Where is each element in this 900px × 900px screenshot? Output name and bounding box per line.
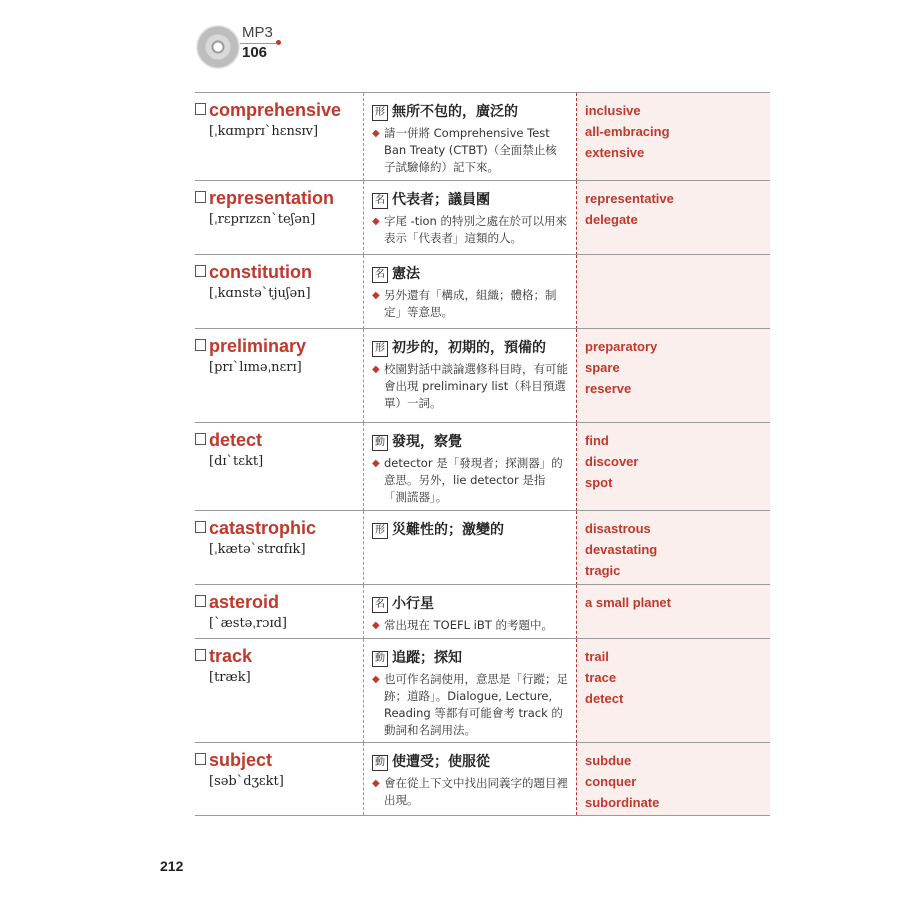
vocab-word: preliminary: [209, 336, 307, 356]
vocab-word: track: [209, 646, 253, 666]
meaning-line: [372, 337, 546, 357]
synonym-list: [585, 430, 638, 493]
column-divider: [576, 423, 577, 511]
synonym: devastating: [585, 542, 658, 557]
usage-note: ◆ 常出現在 TOEFL iBT 的考題中。: [372, 617, 568, 634]
column-divider: [363, 181, 364, 255]
synonym: spare: [585, 360, 620, 375]
checkbox[interactable]: [195, 595, 206, 607]
synonym: subdue: [585, 753, 632, 768]
phonetic: [səb`dʒɛkt]: [209, 774, 284, 789]
synonym: detect: [585, 691, 624, 706]
meaning-line: [372, 647, 462, 667]
synonym: reserve: [585, 381, 632, 396]
synonym-list: [585, 100, 670, 163]
column-divider: [576, 639, 577, 743]
phonetic: [ˌrɛprɪzɛn`teʃən]: [209, 212, 316, 227]
vocab-word: asteroid: [209, 592, 280, 612]
phonetic: [`æstəˌrɔɪd]: [209, 616, 287, 631]
vocab-word: subject: [209, 750, 273, 770]
meaning-line: [372, 189, 490, 209]
synonym-list: [585, 646, 623, 709]
vocab-row: [195, 254, 770, 329]
mp3-badge: [196, 22, 316, 72]
part-of-speech-tag: 名: [372, 267, 388, 283]
checkbox[interactable]: [195, 433, 206, 445]
word-heading: [195, 188, 334, 209]
part-of-speech-tag: 名: [372, 597, 388, 613]
synonym-list: [585, 188, 674, 230]
synonym: extensive: [585, 145, 645, 160]
word-heading: [195, 336, 306, 357]
phonetic: [prɪ`lɪməˌnɛrɪ]: [209, 360, 302, 375]
vocab-row: [195, 328, 770, 423]
checkbox[interactable]: [195, 191, 206, 203]
word-heading: [195, 100, 341, 121]
column-divider: [363, 423, 364, 511]
vocab-word: catastrophic: [209, 518, 317, 538]
meaning: 小行星: [392, 596, 434, 612]
vocab-row: [195, 638, 770, 743]
column-divider: [576, 255, 577, 329]
part-of-speech-tag: 形: [372, 341, 388, 357]
meaning-line: [372, 751, 490, 771]
part-of-speech-tag: 形: [372, 105, 388, 121]
usage-note: ◆ 會在從上下文中找出同義字的題目裡出現。: [372, 775, 568, 809]
vocab-word: comprehensive: [209, 100, 342, 120]
column-divider: [363, 329, 364, 423]
synonym-list: [585, 518, 657, 581]
vocab-row: [195, 584, 770, 639]
mp3-label: MP3: [242, 24, 273, 41]
part-of-speech-tag: 形: [372, 523, 388, 539]
mp3-track-number: 106: [242, 44, 268, 61]
word-heading: [195, 430, 262, 451]
usage-note: ◆ 校園對話中談論選修科目時，有可能會出現 preliminary list（科目預選單）一詞。: [372, 361, 568, 412]
column-divider: [576, 511, 577, 585]
part-of-speech-tag: 動: [372, 755, 388, 771]
column-divider: [363, 511, 364, 585]
checkbox[interactable]: [195, 103, 206, 115]
word-heading: [195, 518, 316, 539]
synonym: representative: [585, 191, 674, 206]
vocab-word: representation: [209, 188, 335, 208]
synonym: spot: [585, 475, 613, 490]
vocab-row: [195, 92, 770, 181]
synonym: trace: [585, 670, 617, 685]
checkbox[interactable]: [195, 753, 206, 765]
synonym: delegate: [585, 212, 638, 227]
meaning: 使遭受；使服從: [392, 754, 490, 770]
column-divider: [576, 743, 577, 815]
part-of-speech-tag: 動: [372, 435, 388, 451]
meaning: 初步的，初期的，預備的: [392, 340, 546, 356]
synonym-list: [585, 336, 657, 399]
checkbox[interactable]: [195, 521, 206, 533]
meaning-line: [372, 593, 434, 613]
meaning-line: [372, 431, 462, 451]
usage-note: ◆ 字尾 -tion 的特別之處在於可以用來表示「代表者」這類的人。: [372, 213, 568, 247]
part-of-speech-tag: 動: [372, 651, 388, 667]
cd-icon: [196, 25, 240, 69]
meaning-line: [372, 101, 518, 121]
column-divider: [576, 93, 577, 181]
synonym: trail: [585, 649, 609, 664]
synonym: tragic: [585, 563, 621, 578]
vocab-row: [195, 510, 770, 585]
usage-note: ◆ detector 是「發現者；探測器」的意思。另外，lie detector 是指「測謊器」。: [372, 455, 568, 506]
vocab-word: detect: [209, 430, 263, 450]
vocab-word: constitution: [209, 262, 312, 282]
meaning-line: [372, 519, 504, 539]
column-divider: [576, 181, 577, 255]
mp3-dot: [276, 40, 281, 45]
usage-note: ◆ 另外還有「構成，組織；體格；制定」等意思。: [372, 287, 568, 321]
checkbox[interactable]: [195, 339, 206, 351]
phonetic: [ˌkɑmprɪ`hɛnsɪv]: [209, 124, 319, 139]
meaning: 無所不包的，廣泛的: [392, 104, 518, 120]
vocab-row: [195, 742, 770, 816]
meaning: 發現，察覺: [392, 434, 462, 450]
column-divider: [363, 93, 364, 181]
vocab-row: [195, 422, 770, 511]
synonym: preparatory: [585, 339, 658, 354]
checkbox[interactable]: [195, 265, 206, 277]
synonym-list: [585, 750, 659, 813]
meaning: 災難性的；激變的: [392, 522, 504, 538]
phonetic: [dɪ`tɛkt]: [209, 454, 264, 469]
synonym-list: [585, 592, 671, 613]
usage-note: ◆ 也可作名詞使用，意思是「行蹤；足跡；道路」。Dialogue, Lecture, Reading 等都有可能會考 track 的動詞和名詞用法。: [372, 671, 568, 739]
meaning: 代表者；議員團: [392, 192, 490, 208]
part-of-speech-tag: 名: [372, 193, 388, 209]
meaning-line: [372, 263, 420, 283]
synonym: conquer: [585, 774, 637, 789]
column-divider: [363, 639, 364, 743]
synonym: discover: [585, 454, 639, 469]
phonetic: [ˌkætə`strɑfɪk]: [209, 542, 306, 557]
checkbox[interactable]: [195, 649, 206, 661]
column-divider: [576, 329, 577, 423]
synonym: disastrous: [585, 521, 651, 536]
vocab-row: [195, 180, 770, 255]
column-divider: [363, 743, 364, 815]
phonetic: [træk]: [209, 670, 251, 685]
synonym: all-embracing: [585, 124, 670, 139]
word-heading: [195, 592, 279, 613]
synonym: a small planet: [585, 595, 671, 610]
meaning: 憲法: [392, 266, 420, 282]
page-number: 212: [160, 858, 184, 874]
column-divider: [363, 255, 364, 329]
synonym: inclusive: [585, 103, 641, 118]
word-heading: [195, 750, 272, 771]
word-heading: [195, 646, 252, 667]
column-divider: [576, 585, 577, 639]
synonym-column-bg: [576, 255, 770, 329]
phonetic: [ˌkɑnstə`tjuʃən]: [209, 286, 311, 301]
meaning: 追蹤；探知: [392, 650, 462, 666]
synonym: subordinate: [585, 795, 660, 810]
usage-note: ◆ 請一併將 Comprehensive Test Ban Treaty (CTBT)（全面禁止核子試驗條約）記下來。: [372, 125, 568, 176]
column-divider: [363, 585, 364, 639]
synonym: find: [585, 433, 609, 448]
word-heading: [195, 262, 312, 283]
